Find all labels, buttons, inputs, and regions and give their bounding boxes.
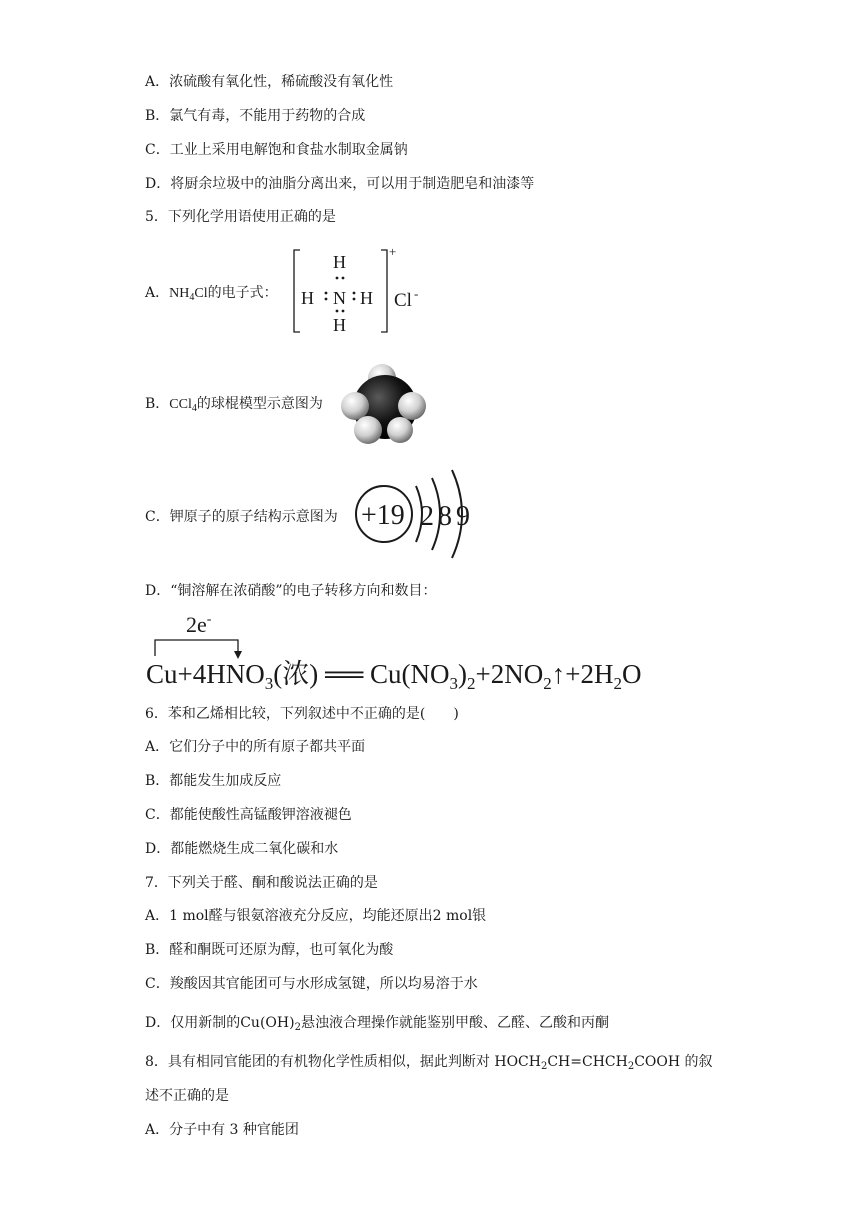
q5-option-c: C．钾原子的原子结构示意图为 bbox=[145, 509, 338, 525]
q8-stem-line-1: 8．具有相同官能团的有机物化学性质相似，据此判断对 $HOCH_2CH=CHCH_2COOH$ 的叙 bbox=[145, 1054, 713, 1072]
q5-option-b: B．CCl$_4$的球棍模型示意图为 bbox=[145, 396, 323, 414]
q4-option-d: D．将厨余垃圾中的油脂分离出来，可以用于制造肥皂和油漆等 bbox=[145, 176, 535, 192]
q5-option-a: A．$NH_4Cl$的电子式： bbox=[145, 285, 278, 303]
anion-charge: - bbox=[414, 286, 419, 301]
nh4cl-formula: $NH_4Cl$ bbox=[169, 286, 208, 303]
q7-option-d: D．仅用新制的$Cu(OH)_2$悬浊液合理操作就能鉴别甲酸、乙醛、乙酸和丙酮 bbox=[145, 1015, 609, 1033]
copper-nitric-acid-equation: $Cu+4HNO_3$(浓) ══ $Cu(NO_3)_2+2NO_2↑+2H_2O$ bbox=[146, 659, 642, 693]
ccl4-ball-model bbox=[340, 362, 430, 448]
potassium-atom-structure-diagram bbox=[352, 464, 482, 564]
nh4cl-electron-dot-diagram bbox=[290, 244, 430, 340]
electron-transfer-label: 2e- bbox=[186, 612, 212, 637]
q6-option-d: D．都能燃烧生成二氧化碳和水 bbox=[145, 841, 339, 857]
q8-stem-line-2: 述不正确的是 bbox=[145, 1088, 229, 1104]
q6-option-a: A．它们分子中的所有原子都共平面 bbox=[145, 739, 366, 755]
q7-stem: 7．下列关于醛、酮和酸说法正确的是 bbox=[145, 875, 378, 891]
q5-stem: 5．下列化学用语使用正确的是 bbox=[145, 209, 336, 225]
nucleus-charge: +19 bbox=[361, 500, 405, 531]
q4-option-b: B．氯气有毒，不能用于药物的合成 bbox=[145, 108, 366, 124]
charge-plus: + bbox=[389, 244, 397, 259]
anion-cl: Cl bbox=[394, 290, 412, 311]
shell-3-electrons: 9 bbox=[456, 501, 470, 532]
q7-option-c: C．羧酸因其官能团可与水形成氢键，所以均易溶于水 bbox=[145, 976, 478, 992]
atom-n: N bbox=[333, 288, 346, 308]
q4-option-a: A．浓硫酸有氧化性，稀硫酸没有氧化性 bbox=[145, 74, 394, 90]
shell-2-electrons: 8 bbox=[438, 501, 452, 532]
ccl4-formula: CCl$_4$ bbox=[169, 397, 197, 414]
atom-h-left: H bbox=[301, 288, 314, 308]
atom-h-bottom: H bbox=[333, 315, 346, 335]
atom-h-top: H bbox=[333, 252, 346, 272]
q7-option-a: A．1 mol醛与银氨溶液充分反应，均能还原出2 mol银 bbox=[145, 908, 487, 924]
q6-option-b: B．都能发生加成反应 bbox=[145, 773, 282, 789]
shell-1-electrons: 2 bbox=[420, 501, 434, 532]
q4-option-c: C．工业上采用电解饱和食盐水制取金属钠 bbox=[145, 142, 408, 158]
q5-option-d: D．“铜溶解在浓硝酸”的电子转移方向和数目： bbox=[145, 583, 437, 599]
q6-stem: 6．苯和乙烯相比较，下列叙述中不正确的是( ) bbox=[145, 706, 459, 722]
q8-option-a: A．分子中有 3 种官能团 bbox=[145, 1122, 299, 1138]
q6-option-c: C．都能使酸性高锰酸钾溶液褪色 bbox=[145, 807, 352, 823]
q7-option-b: B．醛和酮既可还原为醇，也可氧化为酸 bbox=[145, 942, 394, 958]
atom-h-right: H bbox=[360, 288, 373, 308]
